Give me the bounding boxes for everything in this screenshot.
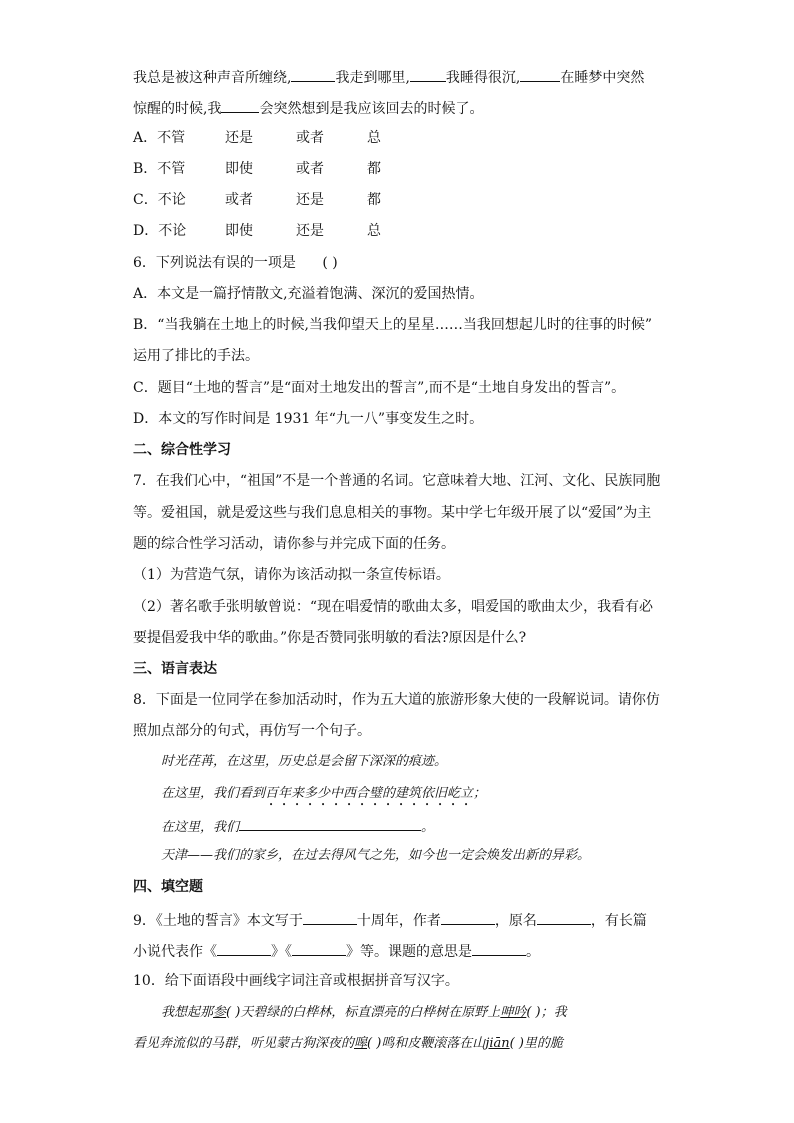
- option-word: 还是: [296, 223, 324, 239]
- passage-text: 我想起那: [161, 1005, 214, 1020]
- option-word: B．不管: [133, 161, 186, 177]
- dotted-emphasis-text: 百年来多少中西合璧的建筑依旧屹立: [265, 786, 474, 801]
- option-word: C．不论: [133, 192, 186, 208]
- q9-text: 小说代表作《: [133, 944, 217, 960]
- answer-blank: [410, 66, 446, 82]
- q7-line-3: 题的综合性学习活动，请你参与并完成下面的任务。: [133, 536, 455, 552]
- q8-passage-line-3: [161, 815, 434, 838]
- q6-option-c: C．题目“土地的誓言”是“面对土地发出的誓言”,而不是“土地自身发出的誓言”。: [133, 380, 626, 396]
- q6-stem: [133, 253, 338, 273]
- q5-line-1: [133, 66, 644, 88]
- q7-subquestion-2-line-2: 要提倡爱我中华的歌曲。”你是否赞同张明敏的看法?原因是什么?: [133, 630, 527, 646]
- section-heading-fill-blank: 四、填空题: [133, 879, 203, 895]
- q5-text: 在睡梦中突然: [560, 70, 645, 86]
- section-heading-expression: 三、语言表达: [133, 661, 217, 677]
- q10-passage-line-2: [133, 1034, 563, 1054]
- q6-option-d: D．本文的写作时间是 1931 年“九一八”事变发生之时。: [133, 411, 484, 427]
- q7-subquestion-2-line-1: （2）著名歌手张明敏曾说：“现在唱爱情的歌曲太多，唱爱国的歌曲太少，我看有必: [133, 599, 654, 615]
- answer-paren: ( ): [322, 255, 338, 271]
- option-word: 总: [367, 223, 381, 239]
- answer-blank: [537, 909, 591, 925]
- option-word: 即使: [225, 223, 253, 239]
- passage-text: ( )；我: [526, 1005, 567, 1020]
- passage-text: ( )里的脆: [509, 1036, 563, 1051]
- passage-text: ；: [473, 786, 487, 801]
- q5-text: 惊醒的时候,我: [133, 101, 222, 117]
- q7-line-2: 等。爱祖国，就是爱这些与我们息息相关的事物。某中学七年级开展了以“爱国”为主: [133, 505, 652, 521]
- q9-text: 》等。课题的意思是: [346, 944, 472, 960]
- q10-passage-line-1: [161, 1003, 567, 1023]
- option-word: 总: [367, 130, 381, 146]
- answer-blank: [303, 909, 357, 925]
- answer-blank: [441, 909, 495, 925]
- q7-subquestion-1: （1）为营造气氛，请你为该活动拟一条宣传标语。: [133, 567, 450, 583]
- q6-stem-text: 6．下列说法有误的一项是: [133, 255, 296, 271]
- passage-text: 在这里，我们看到: [161, 786, 266, 801]
- q5-option-c: [133, 190, 381, 210]
- q7-line-1: 7．在我们心中，“祖国”不是一个普通的名词。它意味着大地、江河、文化、民族同胞: [133, 473, 661, 489]
- answer-blank: [217, 940, 271, 956]
- q5-text: 会突然想到是我应该回去的时候了。: [259, 101, 484, 117]
- q9-text: 。: [526, 944, 540, 960]
- option-word: 即使: [225, 161, 253, 177]
- option-word: 都: [367, 161, 381, 177]
- q6-option-b-line-2: 运用了排比的手法。: [133, 348, 259, 364]
- pinyin-word: jiān: [485, 1036, 510, 1051]
- q5-text: 我总是被这种声音所缠绕,: [133, 70, 292, 86]
- option-word: 或者: [296, 161, 324, 177]
- answer-blank: [291, 66, 335, 82]
- underlined-word: 嗥: [354, 1036, 368, 1051]
- q8-line-1: 8．下面是一位同学在参加活动时，作为五大道的旅游形象大使的一段解说词。请你仿: [133, 692, 660, 708]
- q8-passage-line-4: 天津——我们的家乡，在过去得风气之先，如今也一定会焕发出新的异彩。: [161, 848, 591, 863]
- option-word: 或者: [225, 192, 253, 208]
- q5-text: 我走到哪里,: [335, 70, 410, 86]
- answer-blank: [239, 815, 421, 831]
- q9-text: ，有长篇: [590, 913, 647, 929]
- q5-option-a: [133, 128, 381, 148]
- option-word: D．不论: [133, 223, 187, 239]
- q9-text: ，原名: [494, 913, 537, 929]
- q8-line-2: 照加点部分的句式，再仿写一个句子。: [133, 723, 371, 739]
- q5-option-d: [133, 221, 381, 241]
- option-word: A．不管: [133, 130, 186, 146]
- passage-text: 在这里，我们: [161, 820, 240, 835]
- option-word: 还是: [296, 192, 324, 208]
- q10-stem: 10．给下面语段中画线字词注音或根据拼音写汉字。: [133, 973, 459, 989]
- option-word: 还是: [225, 130, 253, 146]
- q5-option-b: [133, 159, 381, 179]
- passage-text: ( )鸣和皮鞭滚落在山: [367, 1036, 486, 1051]
- passage-text: 看见奔流似的马群，听见蒙古狗深夜的: [133, 1036, 355, 1051]
- underlined-word: 参: [213, 1005, 227, 1020]
- answer-blank: [292, 940, 346, 956]
- q5-text: 我睡得很沉,: [445, 70, 521, 86]
- passage-text: 。: [421, 820, 435, 835]
- q9-line-1: [133, 909, 647, 931]
- q5-line-2: [133, 97, 483, 119]
- q9-text: 十周年，作者: [356, 913, 441, 929]
- q6-option-a: A．本文是一篇抒情散文,充溢着饱满、深沉的爱国热情。: [133, 286, 484, 302]
- q9-line-2: [133, 940, 540, 962]
- q8-passage-line-1: 时光荏苒，在这里，历史总是会留下深深的痕迹。: [161, 754, 448, 769]
- option-word: 或者: [296, 130, 324, 146]
- section-heading-comprehensive: 二、综合性学习: [133, 442, 231, 458]
- q6-option-b-line-1: B．“当我躺在土地上的时候,当我仰望天上的星星……当我回想起儿时的往事的时候”: [133, 317, 653, 333]
- underlined-word: 呻吟: [500, 1005, 527, 1020]
- answer-blank: [472, 940, 526, 956]
- q9-text: 9．《土地的誓言》本文写于: [133, 913, 303, 929]
- answer-blank: [221, 97, 259, 113]
- option-word: 都: [367, 192, 381, 208]
- passage-text: ( )天碧绿的白桦林，标直漂亮的白桦树在原野上: [226, 1005, 501, 1020]
- q9-text: 》《: [271, 944, 292, 960]
- q8-passage-line-2: [161, 784, 486, 809]
- answer-blank: [520, 66, 560, 82]
